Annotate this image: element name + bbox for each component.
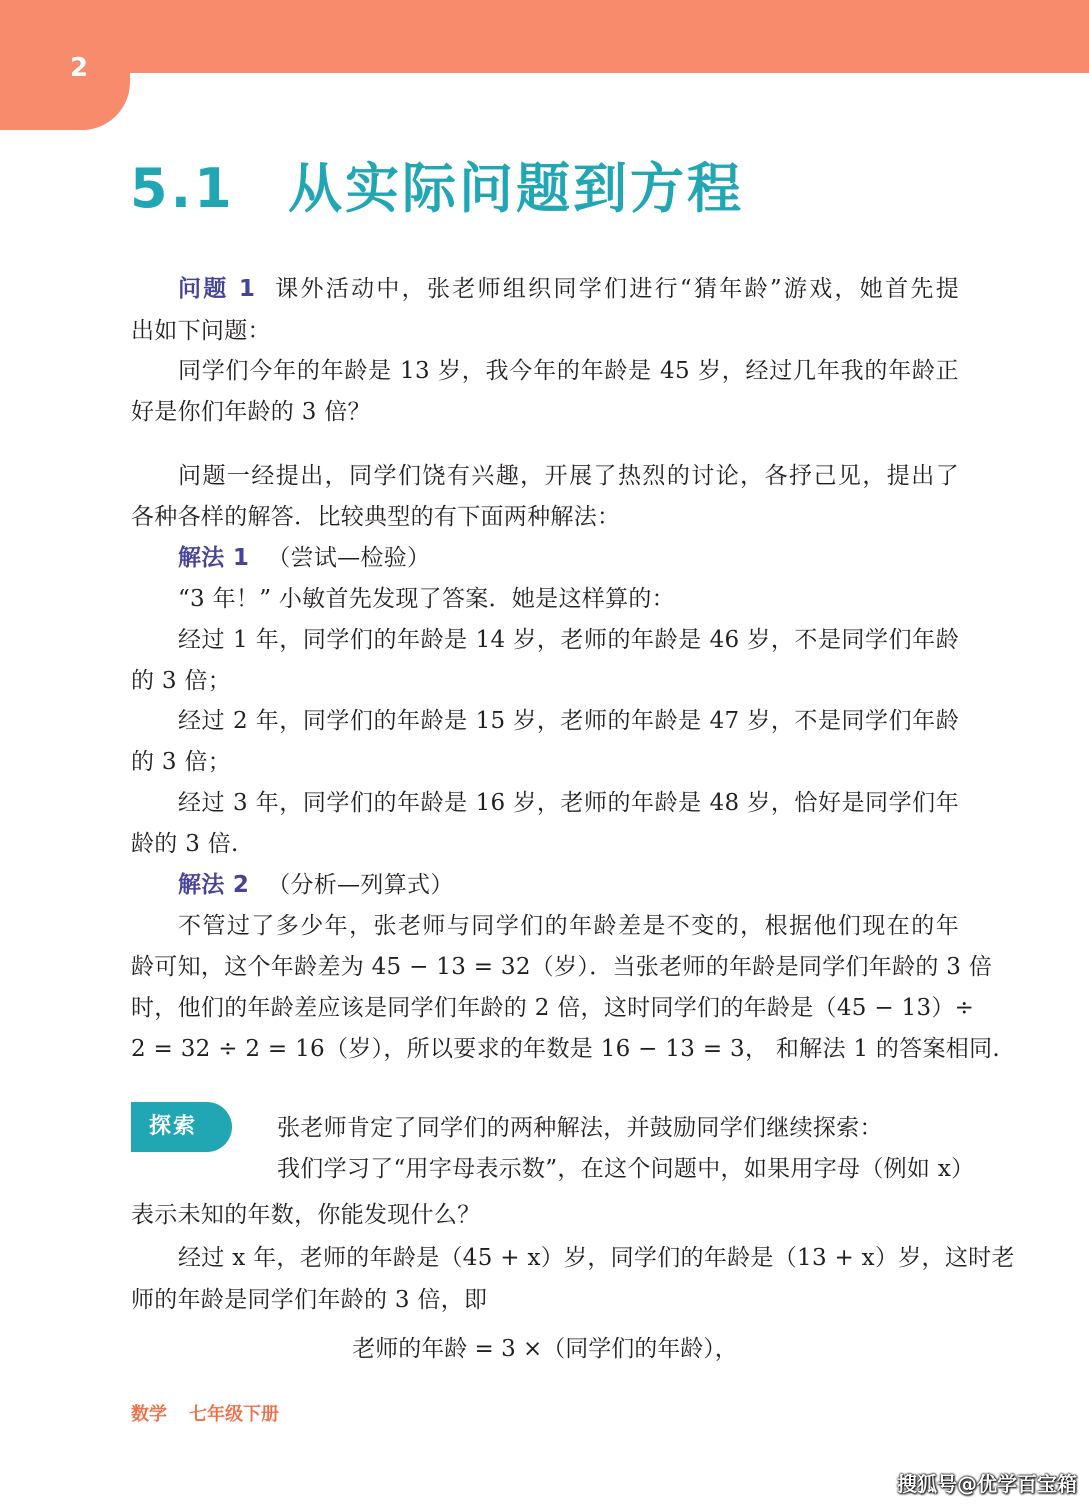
method1-line-5: 的 3 倍； — [131, 749, 232, 775]
discussion-line-2: 各种各样的解答．比较典型的有下面两种解法： — [131, 504, 621, 530]
explore-line-5: 师的年龄是同学们年龄的 3 倍，即 — [131, 1287, 488, 1313]
method2-heading — [178, 870, 959, 900]
method2-line-2: 龄可知，这个年龄差为 45 − 13 = 32（岁）．当张老师的年龄是同学们年龄的 3 倍 — [131, 954, 993, 980]
problem-label: 问题 1 — [178, 276, 256, 302]
problem-line-1 — [178, 274, 959, 304]
method1-heading — [178, 543, 959, 573]
method2-line-4: 2 = 32 ÷ 2 = 16（岁），所以要求的年数是 16 − 13 = 3， 和解法 1 的答案相同. — [131, 1036, 1001, 1062]
problem-line-2: 出如下问题： — [131, 318, 271, 344]
method1-line-6: 经过 3 年，同学们的年龄是 16 岁，老师的年龄是 48 岁，恰好是同学们年 — [178, 790, 959, 816]
method1-line-1: “3 年！” 小敏首先发现了答案．她是这样算的： — [178, 586, 675, 612]
section-title — [130, 150, 744, 228]
explore-badge: 探索 — [131, 1102, 232, 1152]
method1-line-2: 经过 1 年，同学们的年龄是 14 岁，老师的年龄是 46 岁，不是同学们年龄 — [178, 627, 959, 653]
problem-line-3: 同学们今年的年龄是 13 岁，我今年的年龄是 45 岁，经过几年我的年龄正 — [178, 358, 959, 384]
source-watermark: 搜狐号@优学百宝箱 — [897, 1472, 1077, 1496]
problem-text-1: 课外活动中，张老师组织同学们进行“猜年龄”游戏，她首先提 — [273, 276, 959, 302]
method2-name: （分析—列算式） — [267, 872, 454, 898]
explore-line-4: 经过 x 年，老师的年龄是（45 + x）岁，同学们的年龄是（13 + x）岁，这时老 — [178, 1245, 1015, 1271]
method1-label: 解法 1 — [178, 545, 250, 571]
section-number: 5.1 — [130, 157, 235, 220]
method2-label: 解法 2 — [178, 872, 250, 898]
page-footer — [131, 1402, 279, 1428]
method1-line-4: 经过 2 年，同学们的年龄是 15 岁，老师的年龄是 47 岁，不是同学们年龄 — [178, 708, 959, 734]
problem-line-4: 好是你们年龄的 3 倍？ — [131, 399, 371, 425]
section-title-text: 从实际问题到方程 — [288, 157, 744, 220]
explore-line-1: 张老师肯定了同学们的两种解法，并鼓励同学们继续探索： — [277, 1115, 883, 1141]
footer-subject: 数学 — [131, 1404, 167, 1425]
method1-name: （尝试—检验） — [267, 545, 431, 571]
method2-line-3: 时，他们的年龄差应该是同学们年龄的 2 倍，这时同学们的年龄是（45 − 13）÷ — [131, 995, 975, 1021]
method1-line-7: 龄的 3 倍. — [131, 831, 239, 857]
discussion-line-1: 问题一经提出，同学们饶有兴趣，开展了热烈的讨论，各抒己见，提出了 — [178, 463, 959, 489]
header-band — [0, 0, 1089, 73]
footer-grade: 七年级下册 — [189, 1404, 279, 1425]
method2-line-1: 不管过了多少年，张老师与同学们的年龄差是不变的，根据他们现在的年 — [178, 913, 959, 939]
explore-line-3: 表示未知的年数，你能发现什么？ — [131, 1202, 481, 1228]
page-number-tab — [0, 0, 130, 130]
method1-line-3: 的 3 倍； — [131, 668, 232, 694]
page-number: 2 — [70, 53, 89, 83]
explore-line-2: 我们学习了“用字母表示数”，在这个问题中，如果用字母（例如 x） — [277, 1156, 975, 1182]
age-formula: 老师的年龄 = 3 ×（同学们的年龄）， — [352, 1336, 738, 1362]
